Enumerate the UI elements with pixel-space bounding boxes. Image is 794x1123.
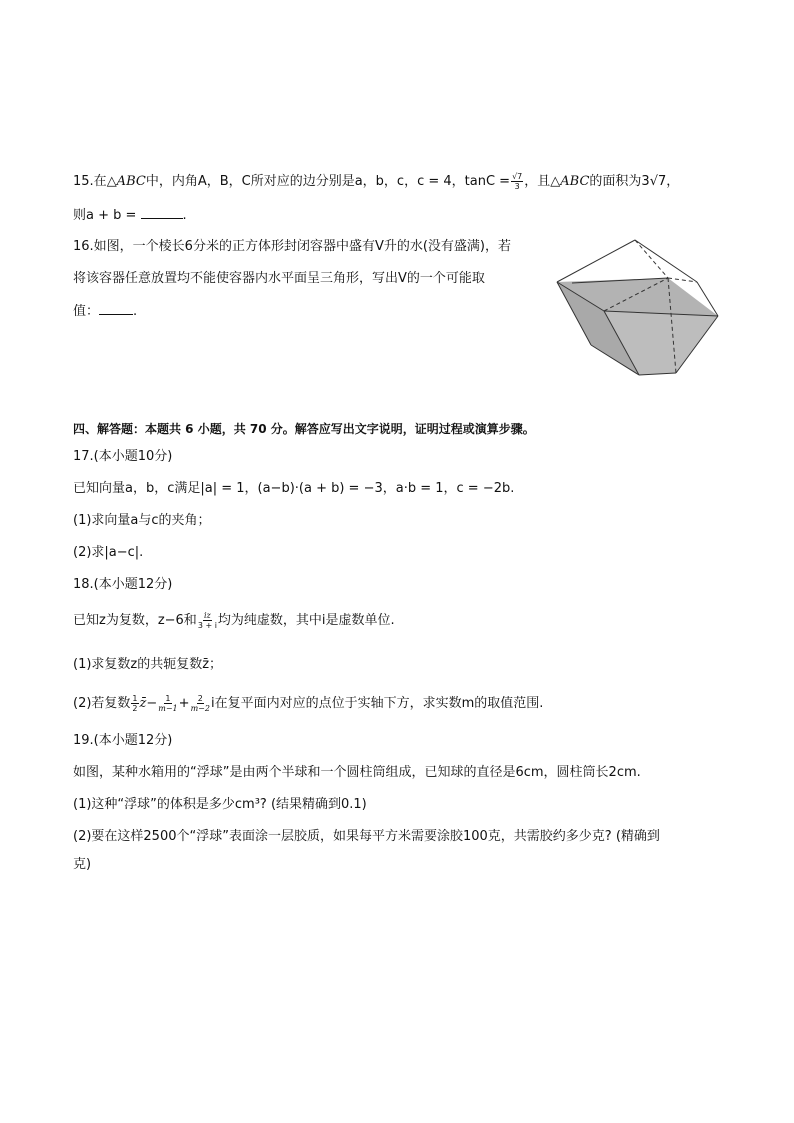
q16-line2: 将该容器任意放置均不能使容器内水平面呈三角形，写出V的一个可能取 — [73, 271, 485, 286]
q15-fraction: $\frac{√7}{3}$ — [512, 172, 523, 191]
q19-title: 19.(本小题12分) — [73, 733, 173, 748]
q16-line1: 16.如图，一个棱长6分米的正方体形封闭容器中盛有V升的水(没有盛满)，若 — [73, 239, 511, 254]
q18-fraction-m2: $\frac{2}{m-2}$ — [190, 694, 210, 713]
q15-line2: 则a + b = . — [73, 208, 187, 223]
section4-heading: 四、解答题：本题共 6 小题，共 70 分。解答应写出文字说明，证明过程或演算步骤。 — [73, 422, 535, 436]
q16-line3: 值： . — [73, 304, 138, 319]
q19-part2-line1: (2)要在这样2500个“浮球”表面涂一层胶质，如果每平方米需要涂胶100克，共需胶约多少克? (精确到 — [73, 829, 660, 844]
q19-part1: (1)这种“浮球”的体积是多少cm³? (结果精确到0.1) — [73, 797, 367, 812]
cube-container-figure — [553, 238, 723, 380]
q17-stem: 已知向量a，b，c满足|a| = 1，(a−b)·(a + b) = −3，a·b = 1，c = −2b. — [73, 481, 515, 496]
q18-fraction-m1: $\frac{1}{m-1}$ — [158, 694, 178, 713]
q17-title: 17.(本小题10分) — [73, 449, 173, 464]
q15-answer-blank[interactable] — [141, 206, 183, 219]
q16-answer-blank[interactable] — [99, 302, 133, 315]
q19-stem: 如图，某种水箱用的“浮球”是由两个半球和一个圆柱筒组成，已知球的直径是6cm，圆柱筒长2cm. — [73, 765, 641, 780]
q18-stem: 已知z为复数，z−6和 $\frac{iz}{3 + i}$ 均为纯虚数，其中i是虚数单位. — [73, 611, 395, 630]
q19-part2-line2: 克) — [73, 857, 92, 872]
q18-fraction-half: $\frac{1}{2}$ — [132, 694, 138, 713]
q17-part1: (1)求向量a与c的夹角； — [73, 513, 211, 528]
q18-fraction-iz: $\frac{iz}{3 + i}$ — [197, 611, 217, 630]
q15-line1: 15.在△ABC中，内角A，B，C所对应的边分别是a，b，c，c = 4，tanC = $\frac{√7}{3}$ ，且△ABC的面积为3√7， — [73, 172, 680, 191]
q17-part2: (2)求|a−c|. — [73, 545, 144, 560]
q18-title: 18.(本小题12分) — [73, 577, 173, 592]
q18-part1: (1)求复数z的共轭复数z̄； — [73, 657, 223, 672]
q18-part2: (2)若复数 $\frac{1}{2}$ z̄− $\frac{1}{m-1}$ + $\frac{2}{m-2}$ i在复平面内对应的点位于实轴下方，求实数m的取值范围. — [73, 694, 544, 713]
